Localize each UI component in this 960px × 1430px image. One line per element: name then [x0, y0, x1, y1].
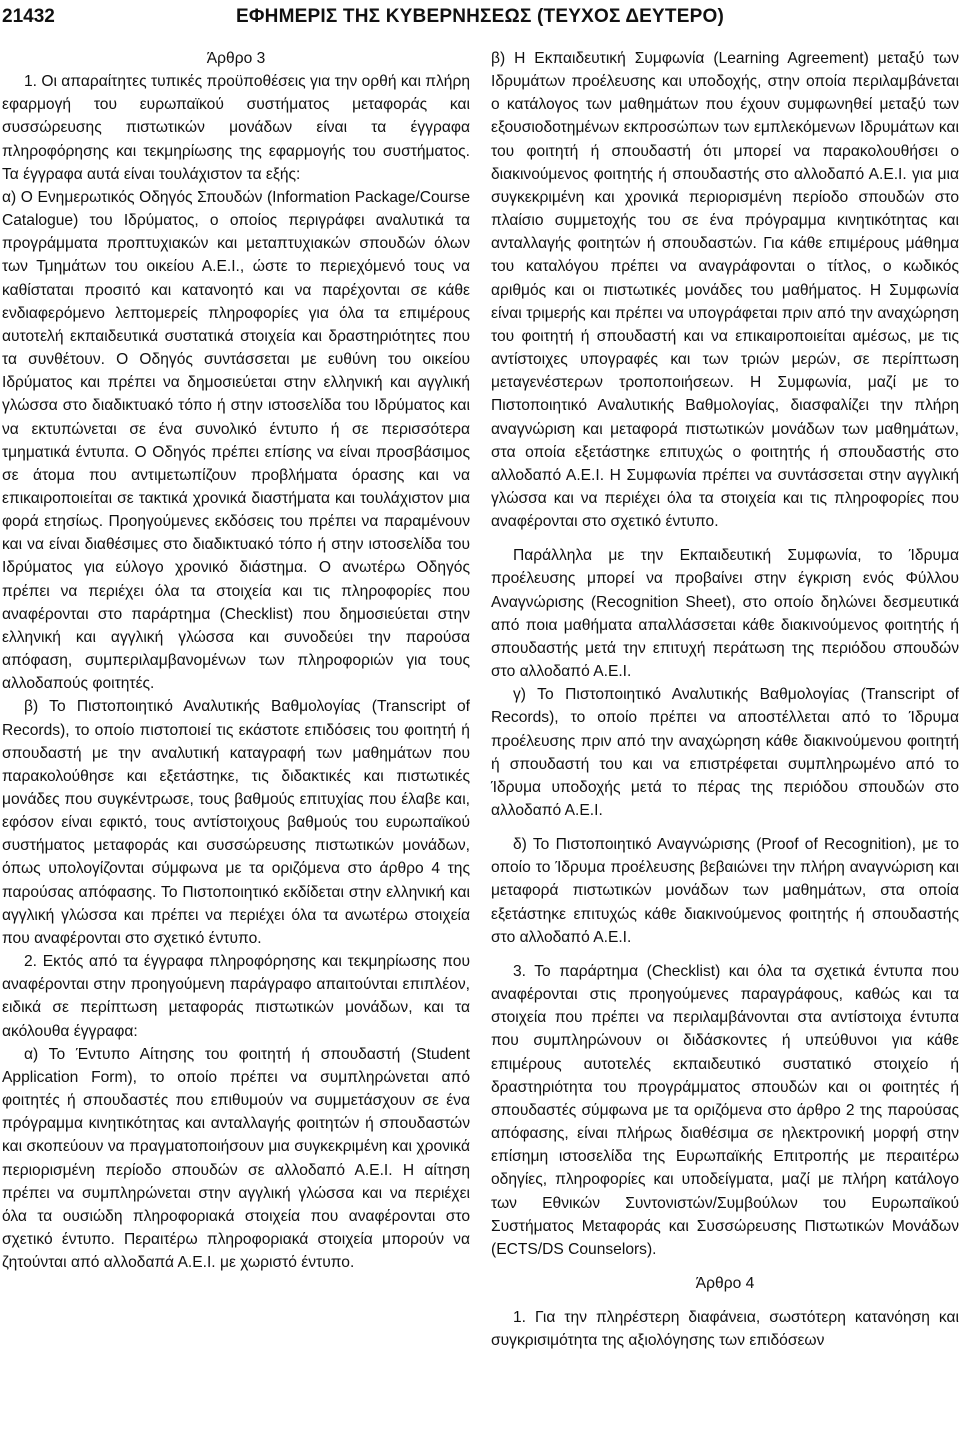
article-3-heading: Άρθρο 3 — [206, 50, 266, 67]
paragraph-1a: α) Ο Ενημερωτικός Οδηγός Σπουδών (Information Package/Course Catalogue) του Ιδρύματος, ο οποίος περιγράφει αναλυτικά τα προγράμματα προπτυχιακών και μεταπτυχιακών σπουδών όλων των Τμημάτων του οικείου Α.Ε.Ι., ώστε το περιεχόμενό τους να καθίσταται προσιτό και κατανοητό και να παρέχονται σε κάθε ενδιαφερόμενο λεπτομερείς πληροφορίες για όλα τα επιμέρους αυτοτελή εκπαιδευτικά συστατικά στοιχεία και δραστηριότητες που τα συνθέτουν. Ο Οδηγός συντάσσεται με ευθύνη του οικείου Ιδρύματος και πρέπει να δημοσιεύεται στην ελληνική και αγγλική γλώσσα στο διαδικτυακό τόπο ή στην ιστοσελίδα του Ιδρύματος και να εκτυπώνεται σε ένα συνολικό έντυπο ή σε περισσότερα τμηματικά έντυπα. Ο Οδηγός πρέπει επίσης να είναι προσβάσιμος σε άτομα που αντιμετωπίζουν προβλήματα όρασης και να επικαιροποιείται σε τακτικά χρονικά διαστήματα και τουλάχιστον μια φορά ετησίως. Προηγούμενες εκδόσεις του πρέπει να παραμένουν και να είναι διαθέσιμες στο διαδικτυακό τόπο ή στην ιστοσελίδα του Ιδρύματος για εύλογο χρονικό διάστημα. Ο ανωτέρω Οδηγός πρέπει να περιέχει όλα τα στοιχεία και τις πληροφορίες που αναφέρονται στο παράρτημα (Checklist) που δημοσιεύεται στην ελληνική και αγγλική γλώσσα και συνοδεύει την παρούσα απόφαση, συμπεριλαμβανομένων των πληροφοριών για τους αλλοδαπούς φοιτητές. — [2, 188, 470, 693]
article-4-heading: Άρθρο 4 — [695, 1274, 755, 1292]
paragraph-2a: α) Το Έντυπο Αίτησης του φοιτητή ή σπουδαστή (Student Application Form), το οποίο πρέπει να συμπληρώνεται από φοιτητές ή σπουδαστές που επιθυμούν να συμμετάσχουν σε ένα πρόγραμμα κινητικότητας και ανταλλαγής φοιτητών ή σπουδαστών και σκοπεύουν να πραγματοποιήσουν μια συγκεκριμένη και χρονικά περιορισμένη περίοδο σπουδών σε αλλοδαπό Α.Ε.Ι. Η αίτηση πρέπει να συμπληρώνεται στην αγγλική γλώσσα και να περιέχει όλα τα ουσιώδη πληροφοριακά στοιχεία που αναφέρονται στο σχετικό έντυπο. Περαιτέρω πληροφοριακά στοιχεία μπορούν να ζητούνται από αλλοδαπά Α.Ε.Ι. με χωριστό έντυπο. — [2, 1045, 470, 1272]
paragraph-2b: β) Η Εκπαιδευτική Συμφωνία (Learning Agreement) μεταξύ των Ιδρυμάτων προέλευσης και υποδοχής, στην οποία περιλαμβάνεται ο κατάλογος των μαθημάτων που έχουν συμφωνηθεί μεταξύ των εξουσιοδοτημένων εκπροσώπων των εμπλεκόμενων Ιδρυμάτων και του φοιτητή ή σπουδαστή ότι μπορεί να παρακολουθήσει ο διακινούμενος φοιτητής ή σπουδαστής στο αλλοδαπό Α.Ε.Ι. για μια συγκεκριμένη και χρονικά περιορισμένη περίοδο σπουδών στο πλαίσιο συμμετοχής του σε ένα πρόγραμμα κινητικότητας και ανταλλαγής φοιτητών ή σπουδαστών. Για κάθε επιμέρους μάθημα του καταλόγου πρέπει να αναγράφονται ο τίτλος, ο κωδικός αριθμός και οι πιστωτικές μονάδες του μαθήματος. Η Συμφωνία είναι τριμερής και πρέπει να υπογράφεται πριν από την αναχώρηση του φοιτητή ή σπουδαστή και να επικαιροποιείται αμέσως, με τις αντίστοιχες υπογραφές και των τριών μερών, σε περίπτωση μεταγενέστερων τροποποιήσεων. Η Συμφωνία, μαζί με το Πιστοποιητικό Αναλυτικής Βαθμολογίας, διασφαλίζει την πλήρη αναγνώριση και μεταφορά πιστωτικών μονάδων των μαθημάτων, στα οποία εξετάστηκε επιτυχώς ο φοιτητής ή σπουδαστής στο αλλοδαπό Α.Ε.Ι. Η Συμφωνία πρέπει να συντάσσεται στην αγγλική γλώσσα και να περιέχει όλα τα στοιχεία και τις πληροφορίες που αναφέρονται στο σχετικό έντυπο. — [491, 50, 959, 531]
paragraph-parallel: Παράλληλα με την Εκπαιδευτική Συμφωνία, το Ίδρυμα προέλευσης μπορεί να προβαίνει στην έγκριση ενός Φύλλου Αναγνώρισης (Recognition Sheet), στο οποίο δηλώνει δεσμευτικά από ποια μαθήματα απαλλάσσεται κάθε διακινούμενος φοιτητής ή σπουδαστής μετά την επιτυχή περάτωση της περιόδου σπουδών στο αλλοδαπό Α.Ε.Ι. — [491, 547, 959, 681]
page-number: 21432 — [2, 6, 55, 27]
paragraph-1b: β) Το Πιστοποιητικό Αναλυτικής Βαθμολογίας (Transcript of Records), το οποίο πιστοποιεί τις εκάστοτε επιδόσεις του φοιτητή ή σπουδαστή με την αναλυτική καταγραφή των μαθημάτων που παρακολούθησε και εξετάστηκε, τις διδακτικές και πιστωτικές μονάδες που συγκέντρωσε, τους βαθμούς επιτυχίας που έλαβε και, εφόσον είναι εφικτό, τους αντίστοιχους βαθμούς του ευρωπαϊκού συστήματος μεταφοράς και συσσώρευσης πιστωτικών μονάδων, όπως υπολογίζονται σύμφωνα με τα οριζόμενα στο άρθρο 4 της παρούσας απόφασης. Το Πιστοποιητικό εκδίδεται στην ελληνική και αγγλική γλώσσα και πρέπει να περιέχει όλα τα ανωτέρω στοιχεία που αναφέρονται στο σχετικό έντυπο. — [2, 698, 470, 947]
page-header — [0, 6, 960, 32]
paragraph-3: 3. Το παράρτημα (Checklist) και όλα τα σχετικά έντυπα που αναφέρονται στις προηγούμενες παραγράφους, καθώς και τα στοιχεία που πρέπει να περιλαμβάνονται στα αντίστοιχα έντυπα που συμπληρώνουν οι διδάσκοντες ή υπεύθυνοι για κάθε επιμέρους αυτοτελές εκπαιδευτικό συστατικό στοιχείο ή δραστηριότητα του προγράμματος σπουδών και οι φοιτητές ή σπουδαστές σύμφωνα με τα οριζόμενα στο άρθρο 2 της παρούσας απόφασης, είναι πλήρως διαθέσιμα σε ηλεκτρονική μορφή στην επίσημη ιστοσελίδα της Ευρωπαϊκής Επιτροπής με περαιτέρω οδηγίες, πληροφορίες και υποδείγματα, μαζί με πλήρη κατάλογο των Εθνικών Συντονιστών/Συμβούλων του Ευρωπαϊκού Συστήματος Μεταφοράς και Συσσώρευσης Πιστωτικών Μονάδων (ECTS/DS Counselors). — [491, 962, 959, 1258]
paragraph-2d: δ) Το Πιστοποιητικό Αναγνώρισης (Proof of Recognition), με το οποίο το Ίδρυμα προέλευσης βεβαιώνει την πλήρη αναγνώριση και μεταφορά πιστωτικών μονάδων των μαθημάτων, στα οποία εξετάστηκε επιτυχώς κάθε διακινούμενος φοιτητής ή σπουδαστής στο αλλοδαπό Α.Ε.Ι. — [491, 836, 959, 946]
paragraph-4-1: 1. Για την πληρέστερη διαφάνεια, σωστότερη κατανόηση και συγκρισιμότητα της αξιολόγησης των επιδόσεων — [491, 1309, 959, 1350]
paragraph-1: 1. Οι απαραίτητες τυπικές προϋποθέσεις για την ορθή και πλήρη εφαρμογή του ευρωπαϊκού συστήματος μεταφοράς και συσσώρευσης πιστωτικών μονάδων είναι τα έγγραφα πληροφόρησης και τεκμηρίωσης της εφαρμογής του συστήματος. Τα έγγραφα αυτά είναι τουλάχιστον τα εξής: — [2, 73, 471, 183]
gazette-title: ΕΦΗΜΕΡΙΣ ΤΗΣ ΚΥΒΕΡΝΗΣΕΩΣ (ΤΕΥΧΟΣ ΔΕΥΤΕΡΟ) — [236, 6, 724, 27]
left-column — [2, 47, 470, 1274]
right-column — [491, 47, 959, 1352]
paragraph-2: 2. Εκτός από τα έγγραφα πληροφόρησης και τεκμηρίωσης που αναφέρονται στην προηγούμενη παράγραφο απαιτούνται επιπλέον, ειδικά σε περίπτωση μεταφοράς πιστωτικών μονάδων, και τα ακόλουθα έγγραφα: — [2, 953, 470, 1040]
paragraph-2c: γ) Το Πιστοποιητικό Αναλυτικής Βαθμολογίας (Transcript of Records), το οποίο πρέπει να αποστέλλεται από το Ίδρυμα προέλευσης πριν από την αναχώρηση κάθε διακινούμενου φοιτητή ή σπουδαστή του και να επιστρέφεται συμπληρωμένο από το Ίδρυμα υποδοχής μετά το πέρας της περιόδου σπουδών στο αλλοδαπό Α.Ε.Ι. — [491, 686, 959, 819]
